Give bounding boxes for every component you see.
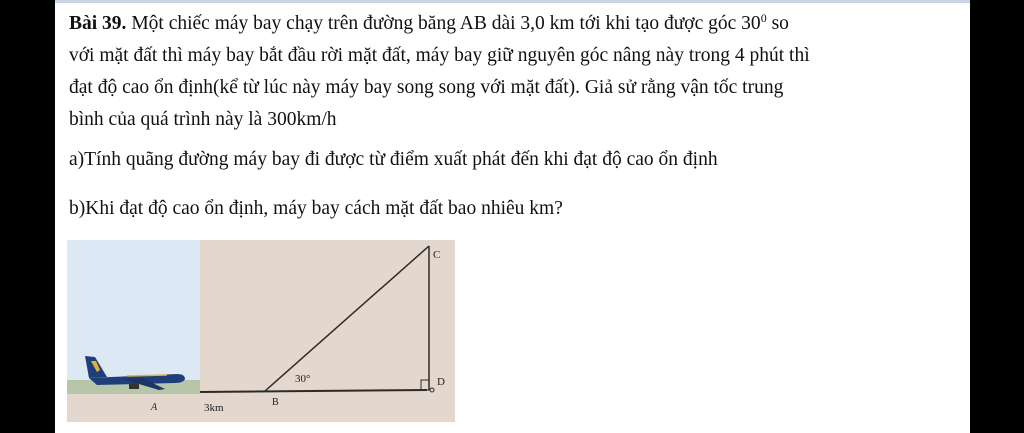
problem-line-2: với mặt đất thì máy bay bắt đầu rời mặt đất, máy bay giữ nguyên góc nâng này trong 4 phút thì: [69, 45, 810, 66]
angle-label: 30°: [295, 373, 311, 385]
distance-label: 3km: [204, 402, 224, 414]
diagram-figure: [67, 240, 455, 422]
flight-path-line: [265, 246, 429, 391]
problem-statement: [69, 8, 959, 136]
point-d-dot: [430, 388, 434, 392]
degree-superscript: 0: [760, 11, 767, 25]
problem-line-1-text: Một chiếc máy bay chạy trên đường băng AB dài 3,0 km tới khi tạo được góc 30: [131, 13, 761, 34]
triangle-diagram: [67, 240, 455, 422]
label-b: B: [272, 397, 279, 408]
ground-line: [200, 390, 427, 392]
question-b: b)Khi đạt độ cao ổn định, máy bay cách mặt đất bao nhiêu km?: [69, 198, 563, 219]
right-angle-mark: [421, 380, 429, 390]
problem-line-1-end: so: [766, 13, 789, 34]
label-a: A: [151, 402, 158, 413]
top-border: [55, 0, 970, 3]
problem-title: Bài 39.: [69, 13, 127, 34]
problem-line-4: bình của quá trình này là 300km/h: [69, 109, 337, 130]
label-d: D: [437, 376, 445, 388]
document-page: [55, 0, 970, 433]
problem-line-1: [69, 8, 959, 40]
question-a: a)Tính quãng đường máy bay đi được từ điểm xuất phát đến khi đạt độ cao ổn định: [69, 149, 718, 170]
label-c: C: [433, 249, 441, 261]
problem-line-3: đạt độ cao ổn định(kể từ lúc này máy bay song song với mặt đất). Giả sử rằng vận tốc trung: [69, 77, 784, 98]
